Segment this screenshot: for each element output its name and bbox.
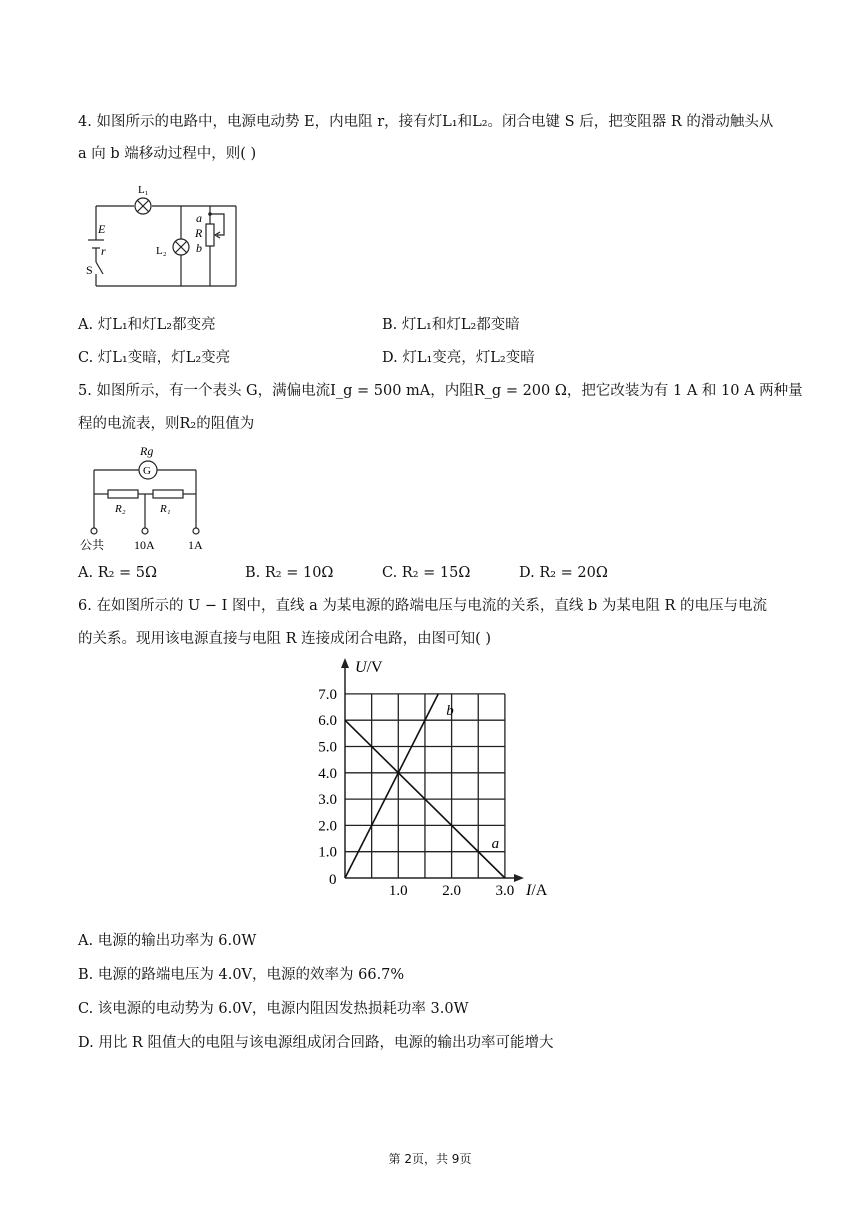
q4-option-c: C. 灯L₁变暗，灯L₂变亮: [78, 350, 231, 366]
q6-option-a: A. 电源的输出功率为 6.0W: [78, 933, 257, 949]
q5-label-10a: 10A: [134, 538, 155, 552]
y-axis-arrow: [341, 658, 349, 668]
q4-label-L1: L₁: [138, 184, 149, 196]
page-footer: 第 2页，共 9页: [388, 1152, 472, 1166]
q4-option-b: B. 灯L₁和灯L₂都变暗: [382, 317, 520, 333]
q4-label-R: R: [195, 226, 203, 240]
q4-label-S: S: [86, 263, 93, 277]
q5-label-rg: Rg: [140, 444, 154, 458]
q5-stem-line2: 程的电流表，则R₂的阻值为: [78, 416, 255, 432]
q6-option-b: B. 电源的路端电压为 4.0V，电源的效率为 66.7%: [78, 967, 405, 983]
series-label-a: a: [491, 835, 500, 852]
q5-option-c: C. R₂ = 15Ω: [382, 565, 471, 581]
x-tick-label: 1.0: [388, 883, 408, 899]
q4-circuit-figure: [86, 180, 246, 292]
q6-stem-line1: 6. 在如图所示的 U − I 图中，直线 a 为某电源的路端电压与电流的关系，直线 b 为某电阻 R 的电压与电流: [78, 598, 767, 614]
q5-stem-line1: 5. 如图所示，有一个表头 G，满偏电流I_g = 500 mA，内阻R_g = 200 Ω，把它改装为有 1 A 和 10 A 两种量: [78, 383, 803, 399]
q5-label-r1: R₁: [160, 503, 171, 515]
q5-option-b: B. R₂ = 10Ω: [245, 565, 334, 581]
x-tick-label: 2.0: [442, 883, 461, 899]
q4-label-L2: L₂: [156, 245, 167, 257]
y-tick-label: 5.0: [318, 739, 337, 756]
q5-ammeter-figure: [76, 442, 216, 556]
x-axis-title: I/A: [526, 882, 548, 899]
y-tick-label: 7.0: [318, 686, 337, 703]
y-tick-label: 6.0: [318, 713, 337, 730]
x-axis-arrow: [514, 874, 524, 882]
q5-label-1a: 1A: [188, 538, 203, 552]
q6-option-c: C. 该电源的电动势为 6.0V，电源内阻因发热损耗功率 3.0W: [78, 1001, 469, 1017]
q5-label-g: G: [143, 465, 151, 477]
q4-option-d: D. 灯L₁变亮，灯L₂变暗: [382, 350, 535, 366]
x-tick-label: 3.0: [495, 883, 515, 899]
q4-label-b: b: [196, 241, 202, 255]
y-axis-title: U/V: [355, 659, 383, 676]
q4-option-a: A. 灯L₁和灯L₂都变亮: [78, 317, 216, 333]
q6-ui-chart: [300, 656, 570, 900]
y-tick-label: 3.0: [318, 792, 337, 809]
q5-label-r2: R₂: [115, 503, 126, 515]
origin-label: 0: [329, 872, 337, 888]
q4-label-r: r: [101, 244, 106, 258]
y-tick-label: 2.0: [318, 818, 337, 835]
q6-stem-line2: 的关系。现用该电源直接与电阻 R 连接成闭合电路，由图可知( ): [78, 631, 492, 647]
series-label-b: b: [446, 702, 454, 719]
series-line-b: [345, 694, 438, 878]
q4-label-a: a: [196, 211, 202, 225]
y-tick-label: 1.0: [318, 844, 337, 861]
q5-label-common: 公共: [80, 538, 105, 552]
q4-stem-line1: 4. 如图所示的电路中，电源电动势 E，内电阻 r，接有灯L₁和L₂。闭合电键 S 后，把变阻器 R 的滑动触头从: [78, 114, 774, 130]
q5-option-a: A. R₂ = 5Ω: [78, 565, 158, 581]
q4-label-E: E: [98, 222, 106, 236]
y-tick-label: 4.0: [318, 765, 337, 782]
q6-option-d: D. 用比 R 阻值大的电阻与该电源组成闭合回路，电源的输出功率可能增大: [78, 1035, 554, 1051]
q5-option-d: D. R₂ = 20Ω: [519, 565, 608, 581]
q4-stem-line2: a 向 b 端移动过程中，则( ): [78, 146, 257, 162]
